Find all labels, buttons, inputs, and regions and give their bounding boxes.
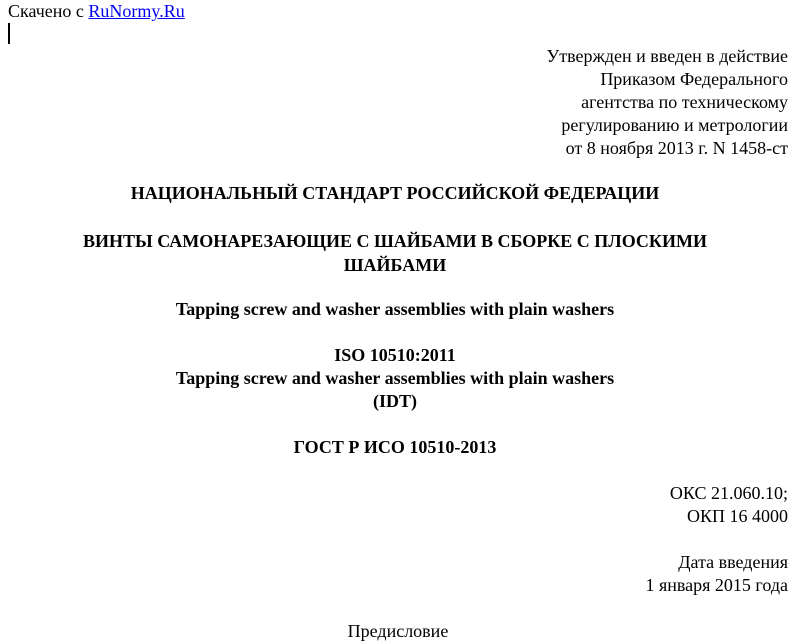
iso-number: ISO 10510:2011 (334, 345, 456, 365)
downloaded-prefix: Скачено с (8, 1, 84, 21)
oks-code: ОКС 21.060.10; (669, 483, 788, 503)
standard-title-ru-line1: ВИНТЫ САМОНАРЕЗАЮЩИЕ С ШАЙБАМИ В СБОРКЕ С ПЛОСКИМИ (83, 231, 707, 251)
approval-line: от 8 ноября 2013 г. N 1458-ст (565, 138, 788, 158)
classification-block (670, 482, 788, 528)
approval-block (546, 45, 788, 160)
introduction-date-block (645, 551, 788, 597)
standard-title-en: Tapping screw and washer assemblies with plain washers (175, 299, 615, 319)
download-source-line (8, 0, 185, 23)
approval-line: регулированию и метрологии (561, 115, 788, 135)
standard-title-ru-line2: ШАЙБАМИ (343, 255, 447, 275)
introduction-date: 1 января 2015 года (645, 575, 788, 595)
iso-reference-block (0, 344, 790, 413)
introduction-label: Дата введения (678, 552, 788, 572)
standard-title-ru (0, 229, 790, 277)
preface-heading: Предисловие (347, 621, 449, 641)
approval-line: Утвержден и введен в действие (546, 46, 788, 66)
approval-line: Приказом Федерального (600, 69, 788, 89)
iso-relation: (IDT) (373, 391, 417, 411)
okp-code: ОКП 16 4000 (686, 506, 788, 526)
national-standard-title: НАЦИОНАЛЬНЫЙ СТАНДАРТ РОССИЙСКОЙ ФЕДЕРАЦИИ (130, 183, 660, 203)
approval-line: агентства по техническому (581, 92, 788, 112)
gost-number: ГОСТ Р ИСО 10510-2013 (293, 437, 497, 457)
text-cursor (8, 23, 10, 44)
runormy-link[interactable]: RuNormy.Ru (88, 1, 185, 21)
iso-title: Tapping screw and washer assemblies with plain washers (175, 368, 615, 388)
